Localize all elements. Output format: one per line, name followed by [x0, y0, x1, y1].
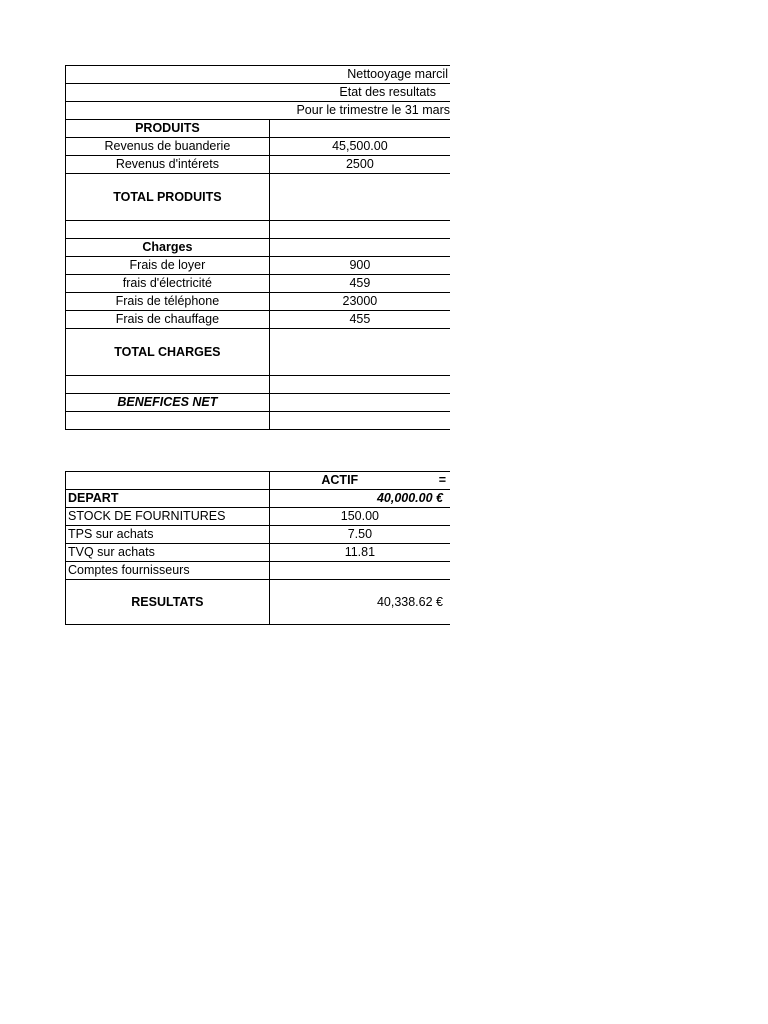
statement-title-cell[interactable]: Etat des resultats: [66, 84, 451, 102]
fournisseurs-value[interactable]: [269, 562, 450, 580]
table-row: [66, 66, 451, 84]
table-row: [66, 562, 451, 580]
loyer-value[interactable]: 900: [269, 257, 450, 275]
table-row: [66, 102, 451, 120]
table-row: [66, 221, 451, 239]
benefices-net-label[interactable]: BENEFICES NET: [66, 394, 270, 412]
table-row: [66, 275, 451, 293]
table-row: [66, 311, 451, 329]
equals-sign: =: [438, 473, 446, 487]
empty-cell[interactable]: [269, 239, 450, 257]
resultats-value[interactable]: 40,338.62 €: [269, 580, 450, 625]
table-row: [66, 472, 451, 490]
table-row: [66, 138, 451, 156]
table-row: [66, 239, 451, 257]
telephone-label[interactable]: Frais de téléphone: [66, 293, 270, 311]
table-row: [66, 120, 451, 138]
benefices-net-value[interactable]: [269, 394, 450, 412]
loyer-label[interactable]: Frais de loyer: [66, 257, 270, 275]
table-row: [66, 156, 451, 174]
table-row: [66, 394, 451, 412]
telephone-value[interactable]: 23000: [269, 293, 450, 311]
tvq-label[interactable]: TVQ sur achats: [66, 544, 270, 562]
stock-value[interactable]: 150.00: [269, 508, 450, 526]
table-row: [66, 490, 451, 508]
table-row: [66, 508, 451, 526]
revenus-interets-label[interactable]: Revenus d'intérets: [66, 156, 270, 174]
table-row: [66, 544, 451, 562]
depart-value[interactable]: 40,000.00 €: [269, 490, 450, 508]
company-name-cell[interactable]: Nettooyage marcil: [66, 66, 451, 84]
table-row: [66, 174, 451, 221]
empty-cell[interactable]: [66, 412, 270, 430]
revenus-interets-value[interactable]: 2500: [269, 156, 450, 174]
table-row: [66, 257, 451, 275]
actif-header-cell[interactable]: [269, 472, 450, 490]
table-row: [66, 84, 451, 102]
total-produits-value[interactable]: [269, 174, 450, 221]
table-row: [66, 376, 451, 394]
electricite-label[interactable]: frais d'électricité: [66, 275, 270, 293]
stock-label[interactable]: STOCK DE FOURNITURES: [66, 508, 270, 526]
period-cell[interactable]: Pour le trimestre le 31 mars: [66, 102, 451, 120]
empty-cell[interactable]: [269, 376, 450, 394]
total-charges-label[interactable]: TOTAL CHARGES: [66, 329, 270, 376]
balance-table: [65, 471, 450, 625]
tps-value[interactable]: 7.50: [269, 526, 450, 544]
tps-label[interactable]: TPS sur achats: [66, 526, 270, 544]
chauffage-value[interactable]: 455: [269, 311, 450, 329]
tvq-value[interactable]: 11.81: [269, 544, 450, 562]
fournisseurs-label[interactable]: Comptes fournisseurs: [66, 562, 270, 580]
table-row: [66, 526, 451, 544]
table-row: [66, 412, 451, 430]
total-produits-label[interactable]: TOTAL PRODUITS: [66, 174, 270, 221]
resultats-label[interactable]: RESULTATS: [66, 580, 270, 625]
table-row: [66, 293, 451, 311]
table-row: [66, 329, 451, 376]
total-charges-value[interactable]: [269, 329, 450, 376]
empty-cell[interactable]: [269, 221, 450, 239]
empty-cell[interactable]: [66, 221, 270, 239]
depart-label[interactable]: DEPART: [66, 490, 270, 508]
table-row: [66, 580, 451, 625]
income-statement-table: [65, 65, 450, 430]
empty-cell[interactable]: [66, 472, 270, 490]
chauffage-label[interactable]: Frais de chauffage: [66, 311, 270, 329]
empty-cell[interactable]: [269, 412, 450, 430]
electricite-value[interactable]: 459: [269, 275, 450, 293]
charges-header-cell[interactable]: Charges: [66, 239, 270, 257]
revenus-buanderie-label[interactable]: Revenus de buanderie: [66, 138, 270, 156]
produits-header-cell[interactable]: PRODUITS: [66, 120, 270, 138]
empty-cell[interactable]: [269, 120, 450, 138]
actif-header-label: ACTIF: [321, 473, 359, 487]
empty-cell[interactable]: [66, 376, 270, 394]
actif-header-wrap: [272, 472, 448, 489]
revenus-buanderie-value[interactable]: 45,500.00: [269, 138, 450, 156]
